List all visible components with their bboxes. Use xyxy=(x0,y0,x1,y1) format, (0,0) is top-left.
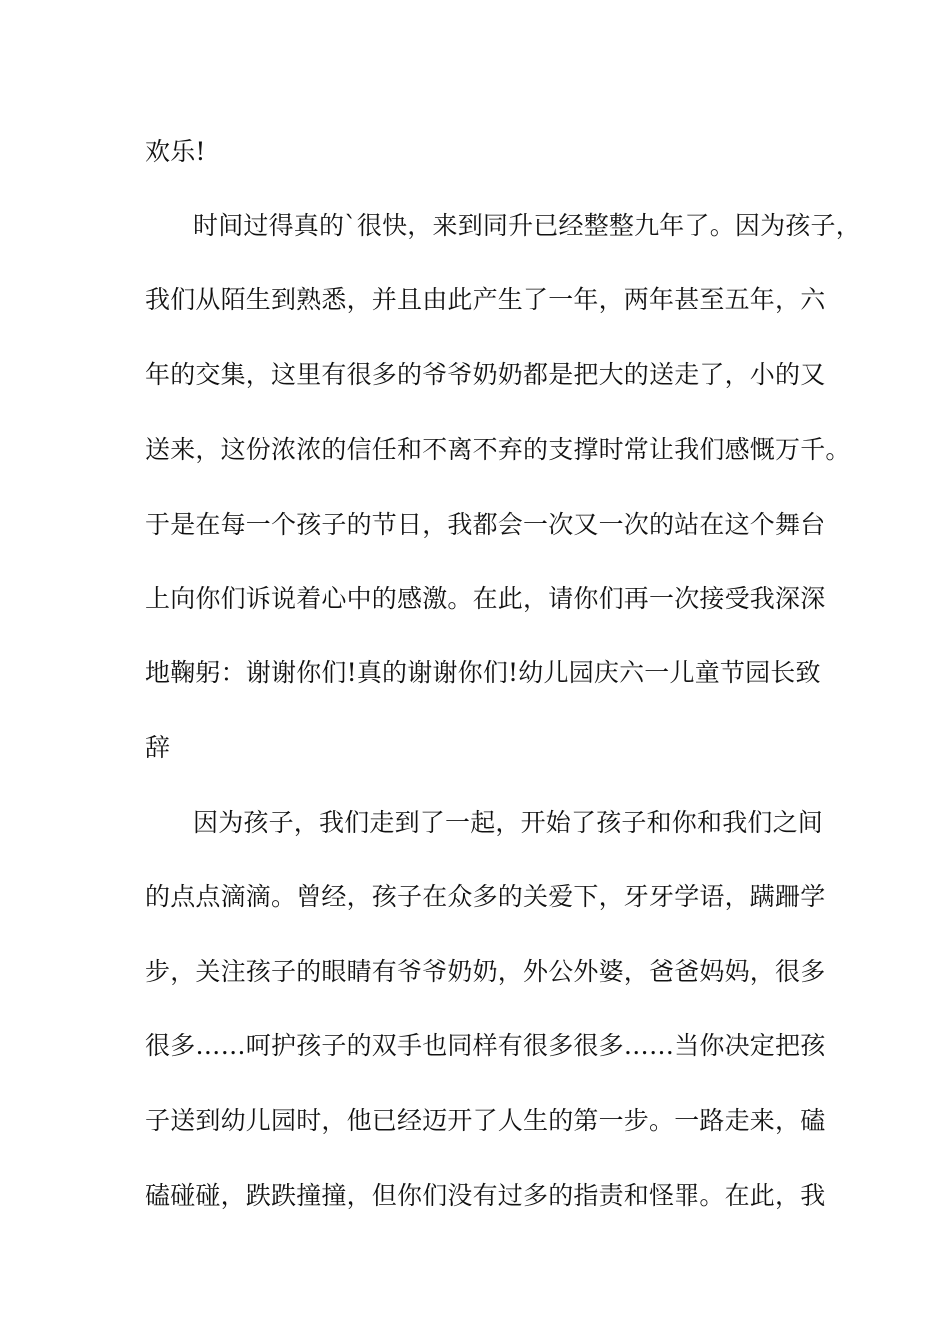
paragraph-first-line: 时间过得真的`很快，来到同升已经整整九年了。因为孩子， xyxy=(193,211,861,240)
text-line: 辞 xyxy=(145,733,171,762)
paragraph-first-line: 因为孩子，我们走到了一起，开始了孩子和你和我们之间 xyxy=(193,808,824,837)
text-line: 步，关注孩子的眼睛有爷爷奶奶，外公外婆，爸爸妈妈，很多 xyxy=(145,957,826,986)
text-line: 于是在每一个孩子的节日，我都会一次又一次的站在这个舞台 xyxy=(145,510,826,539)
text-line: 的点点滴滴。曾经，孩子在众多的关爱下，牙牙学语，蹒跚学 xyxy=(145,882,826,911)
text-line: 欢乐! xyxy=(145,137,206,166)
text-line: 上向你们诉说着心中的感激。在此，请你们再一次接受我深深 xyxy=(145,584,826,613)
text-line: 地鞠躬：谢谢你们!真的谢谢你们!幼儿园庆六一儿童节园长致 xyxy=(145,658,821,687)
text-line: 我们从陌生到熟悉，并且由此产生了一年，两年甚至五年，六 xyxy=(145,285,826,314)
text-line: 磕碰碰，跌跌撞撞，但你们没有过多的指责和怪罪。在此，我 xyxy=(145,1181,826,1210)
text-line: 很多……呵护孩子的双手也同样有很多很多……当你决定把孩 xyxy=(145,1031,826,1060)
text-line: 子送到幼儿园时，他已经迈开了人生的第一步。一路走来，磕 xyxy=(145,1106,826,1135)
text-line: 年的交集，这里有很多的爷爷奶奶都是把大的送走了，小的又 xyxy=(145,360,826,389)
text-line: 送来，这份浓浓的信任和不离不弃的支撑时常让我们感慨万千。 xyxy=(145,435,851,464)
